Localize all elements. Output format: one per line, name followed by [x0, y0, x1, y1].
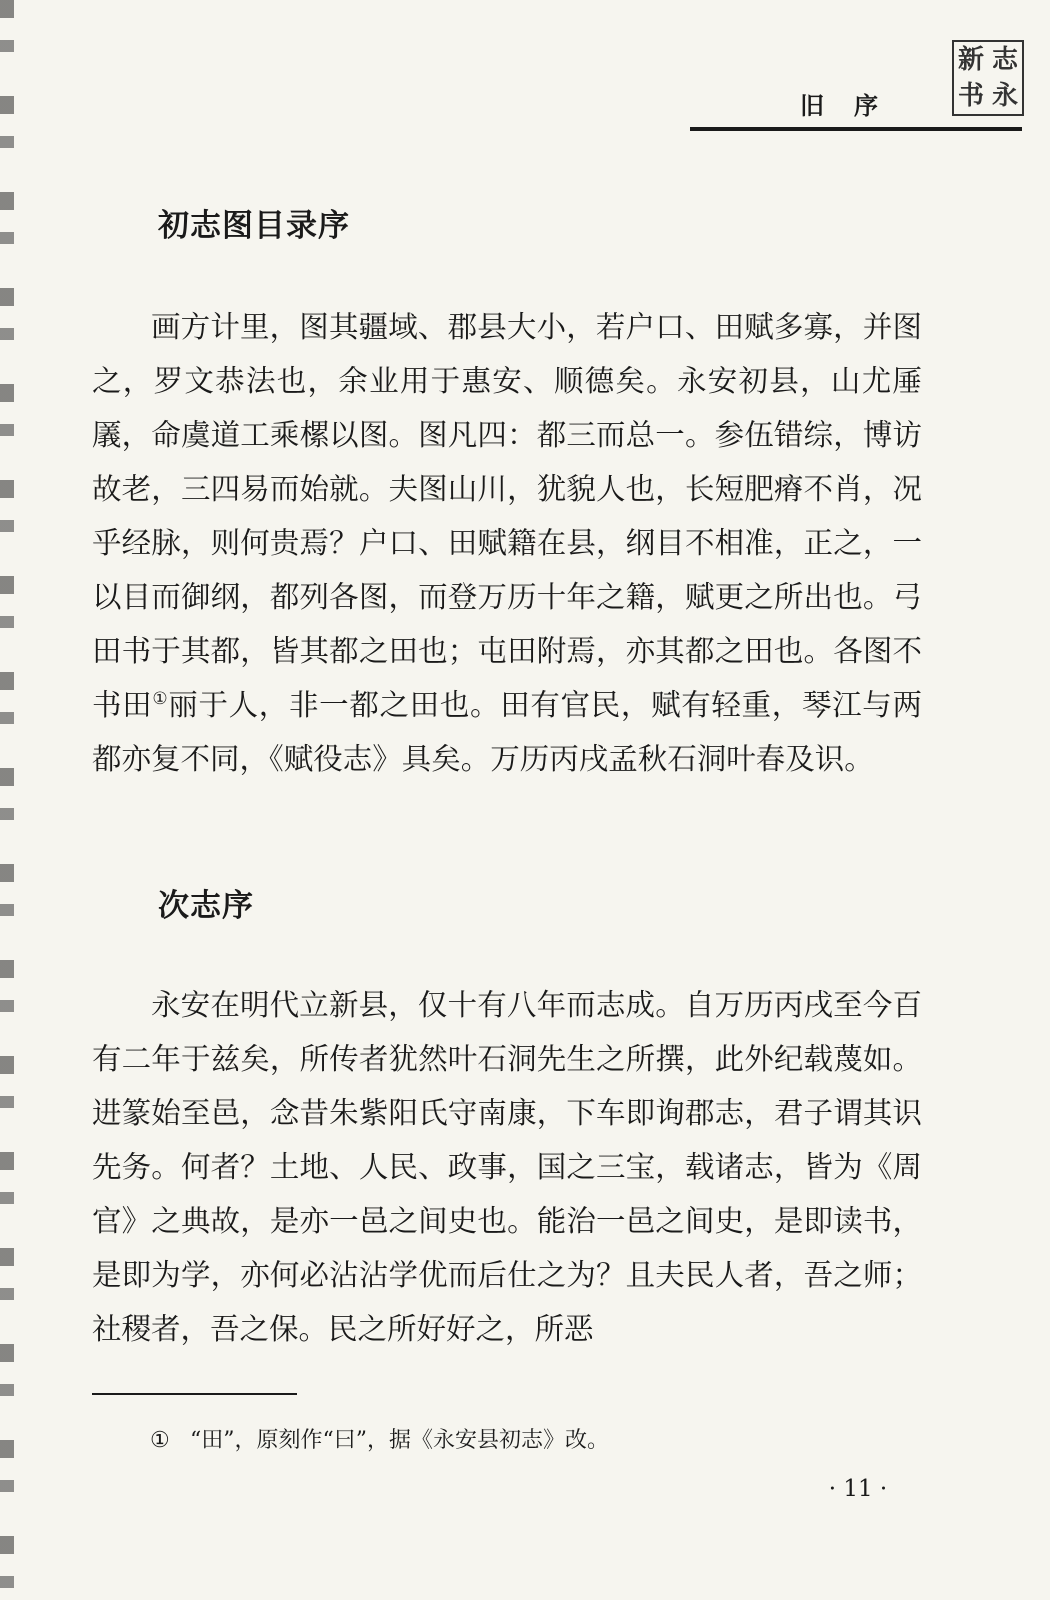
footnote-rule — [92, 1393, 297, 1395]
paragraph — [92, 300, 922, 786]
header-rule — [690, 127, 1022, 131]
seal-char: 新 — [957, 45, 984, 75]
section-body-chuzhi — [92, 300, 922, 786]
scan-edge — [0, 0, 14, 1600]
page-number: · 11 · — [828, 1476, 888, 1502]
running-header-title: 旧序 — [800, 92, 908, 120]
seal-char: 永 — [991, 81, 1018, 111]
section-heading-chuzhi: 初志图目录序 — [158, 208, 350, 244]
seal-char: 书 — [957, 81, 984, 111]
paragraph-text: 丽于人，非一都之田也。田有官民，赋有轻重，琴江与两都亦复不同，《赋役志》具矣。万历丙戌孟秋石洞叶春及识。 — [92, 688, 922, 776]
section-body-cizhi — [92, 978, 922, 1356]
seal-logo — [952, 40, 1024, 116]
footnote-number: ① — [150, 1428, 170, 1453]
footnote-reference: ① — [152, 689, 169, 710]
footnote-text: “田”，原刻作“曰”，据《永安县初志》改。 — [190, 1428, 609, 1453]
footnote — [150, 1424, 950, 1458]
paragraph-text: 画方计里，图其疆域、郡县大小，若户口、田赋多寡，并图之，罗文恭法也，余业用于惠安、顺德矣。永安初县，山尤厜㕒，命虞道工乘樏以图。图凡四：都三而总一。参伍错综，博访故老，三四易而始就。夫图山川，犹貌人也，长短肥瘠不肖，况乎经脉，则何贵焉？户口、田赋籍在县，纲目不相准，正之，一以目而御纲，都列各图，而登万历十年之籍，赋更之所出也。弓田书于其都，皆其都之田也；屯田附焉，亦其都之田也。各图不书田 — [92, 310, 922, 722]
paragraph: 永安在明代立新县，仅十有八年而志成。自万历丙戌至今百有二年于兹矣，所传者犹然叶石洞先生之所撰，此外纪载蔑如。进篆始至邑，念昔朱紫阳氏守南康，下车即询郡志，君子谓其识先务。何者？土地、人民、政事，国之三宝，载诸志，皆为《周官》之典故，是亦一邑之间史也。能治一邑之间史，是即读书，是即为学，亦何必沾沾学优而后仕之为？且夫民人者，吾之师；社稷者，吾之保。民之所好好之，所恶 — [92, 988, 922, 1346]
seal-char: 志 — [991, 45, 1018, 75]
section-heading-cizhi: 次志序 — [158, 888, 254, 924]
